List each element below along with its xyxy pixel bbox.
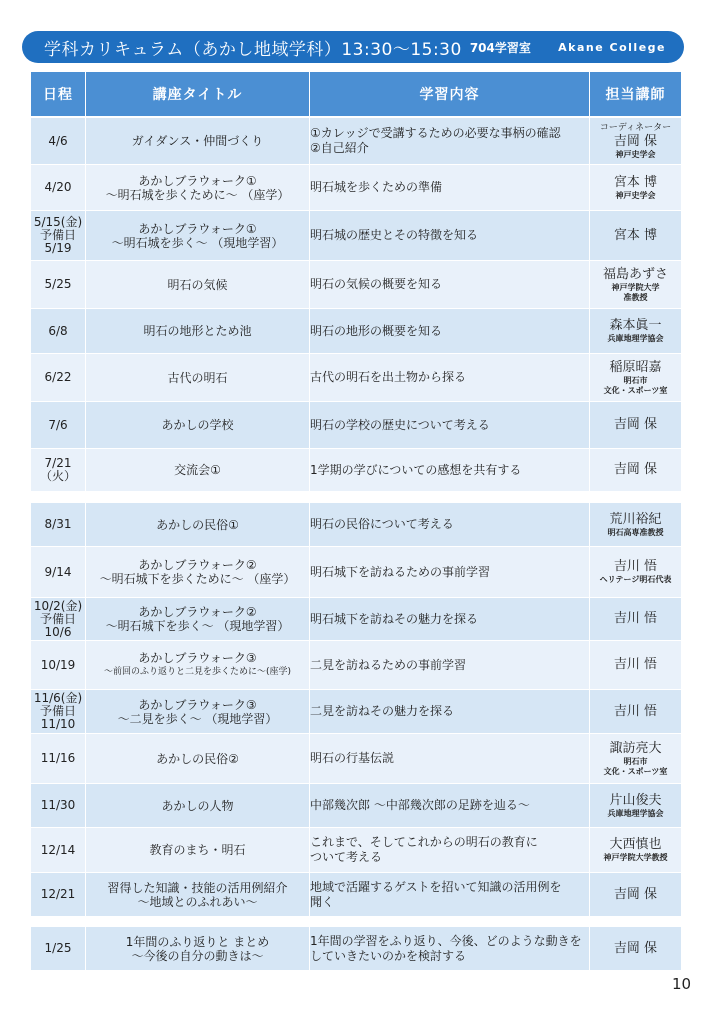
table-row [31, 598, 682, 641]
brand-label: Akane College [558, 40, 666, 54]
content-line: 1年間の学習をふり返り、今後、どのような動きを [310, 933, 582, 948]
lecturer-cell [590, 261, 682, 309]
content-cell [310, 402, 590, 449]
content-line: していきたいのかを検討する [310, 948, 467, 963]
date-cell [31, 165, 86, 211]
content-line: 聞く [310, 894, 335, 909]
date-cell [31, 927, 86, 971]
title-line: 教育のまち・明石 [149, 843, 246, 857]
content-line: 古代の明石を出土物から探る [310, 370, 467, 384]
table-row [31, 828, 682, 873]
date-line: 12/21 [40, 887, 76, 901]
content-cell [310, 598, 590, 641]
content-cell [310, 690, 590, 734]
lecturer-name: 吉川 悟 [613, 657, 658, 672]
curriculum-header-table [30, 71, 682, 117]
date-cell [31, 641, 86, 690]
lecturer-name: 吉岡 保 [613, 133, 658, 149]
table-row [31, 309, 682, 354]
title-cell [86, 641, 310, 690]
table-row [31, 873, 682, 917]
date-cell [31, 402, 86, 449]
date-line: 11/16 [40, 751, 76, 765]
table-row [31, 784, 682, 828]
title-line: あかしの人物 [161, 798, 234, 813]
lecturer-cell [590, 734, 682, 784]
content-cell [310, 784, 590, 828]
lecturer-name: 宮本 博 [613, 174, 658, 190]
title-cell [86, 873, 310, 917]
lecturer-name: 吉岡 保 [613, 462, 658, 477]
content-cell [310, 734, 590, 784]
title-line: 〜二見を歩く〜 （現地学習） [117, 711, 278, 726]
title-line: 明石の気候 [167, 277, 228, 292]
title-banner [22, 31, 684, 63]
title-cell [86, 784, 310, 828]
title-cell [86, 734, 310, 784]
lecturer-name: 吉岡 保 [613, 940, 658, 956]
title-cell [86, 354, 310, 402]
title-cell [86, 547, 310, 598]
title-cell [86, 449, 310, 492]
date-line: 5/25 [44, 277, 72, 291]
date-cell [31, 828, 86, 873]
table-row [31, 734, 682, 784]
date-line: 12/14 [40, 842, 76, 857]
title-line: 1年間のふり返りと まとめ [125, 934, 270, 949]
lecturer-cell [590, 927, 682, 971]
content-line: 明石の気候の概要を知る [310, 277, 443, 291]
lecturer-affiliation: 准教授 [623, 292, 648, 302]
title-line: 明石の地形とため池 [143, 324, 252, 338]
lecturer-affiliation: 神戸学院大学 [611, 282, 660, 292]
content-line: 明石の地形の概要を知る [310, 323, 443, 338]
date-cell [31, 690, 86, 734]
title-cell [86, 828, 310, 873]
title-line: 古代の明石 [167, 370, 228, 385]
date-cell [31, 784, 86, 828]
content-line: 明石の学校の歴史について考える [310, 417, 490, 432]
content-line: 明石の民俗について考える [310, 517, 454, 531]
content-line: 二見を訪ねるための事前学習 [310, 657, 467, 672]
lecturer-affiliation: 神戸史学会 [615, 149, 656, 159]
content-line: 明石城下を訪ねその魅力を探る [310, 611, 479, 626]
content-cell [310, 211, 590, 261]
title-cell [86, 211, 310, 261]
content-cell [310, 118, 590, 165]
date-cell [31, 118, 86, 165]
column-header-date: 日程 [31, 72, 86, 117]
title-line: あかしの学校 [161, 418, 234, 432]
content-line: 二見を訪ねその魅力を探る [310, 704, 455, 718]
content-cell [310, 165, 590, 211]
table-row [31, 354, 682, 402]
lecturer-name: 吉岡 保 [613, 886, 658, 902]
date-line: 4/20 [44, 180, 72, 194]
content-cell [310, 927, 590, 971]
title-cell [86, 309, 310, 354]
title-cell [86, 690, 310, 734]
date-cell [31, 449, 86, 492]
lecturer-cell [590, 211, 682, 261]
title-line: 〜明石城下を歩く〜 （現地学習） [105, 619, 290, 633]
date-line: 1/25 [44, 941, 72, 955]
lecturer-cell [590, 784, 682, 828]
date-cell [31, 309, 86, 354]
room-label: 704学習室 [469, 40, 531, 55]
content-cell [310, 354, 590, 402]
title-line: 〜明石城を歩くために〜 （座学） [105, 187, 290, 202]
title-line: 〜明石城を歩く〜 （現地学習） [111, 235, 284, 250]
content-cell [310, 873, 590, 917]
title-cell [86, 118, 310, 165]
date-cell [31, 547, 86, 598]
content-cell [310, 261, 590, 309]
lecturer-cell [590, 354, 682, 402]
lecturer-name: 大西慎也 [609, 837, 662, 852]
title-line: あかしブラウォーク① [138, 221, 257, 236]
title-cell [86, 165, 310, 211]
lecturer-name: 吉川 悟 [613, 559, 658, 574]
title-line: 〜今後の自分の動きは〜 [131, 948, 264, 963]
title-line: あかしブラウォーク③ [138, 651, 257, 665]
content-cell [310, 641, 590, 690]
lecturer-cell [590, 641, 682, 690]
title-line: あかしブラウォーク② [138, 605, 257, 619]
content-line: 明石の行基伝説 [310, 751, 395, 765]
date-line: 6/8 [48, 323, 68, 338]
table-row [31, 118, 682, 165]
title-line: あかしの民俗① [156, 517, 239, 532]
lecturer-name: 荒川裕紀 [609, 511, 662, 527]
lecturer-cell [590, 690, 682, 734]
lecturer-cell [590, 873, 682, 917]
lecturer-name: 稲原昭嘉 [609, 359, 662, 375]
date-line: 10/6 [44, 624, 72, 639]
date-cell [31, 354, 86, 402]
title-line: 習得した知識・技能の活用例紹介 [107, 880, 288, 895]
lecturer-name: 福島あずさ [602, 266, 668, 282]
date-line: 7/6 [48, 417, 68, 432]
date-line: 6/22 [44, 370, 72, 384]
lecturer-affiliation: 文化・スポーツ室 [603, 385, 668, 395]
date-line: 11/10 [40, 717, 76, 731]
title-line: 交流会① [174, 463, 221, 477]
date-line: 4/6 [48, 133, 68, 148]
lecturer-name: 森本眞一 [609, 318, 662, 333]
title-line: あかしブラウォーク③ [138, 697, 257, 712]
content-cell [310, 309, 590, 354]
page-title: 学科カリキュラム（あかし地域学科）13:30〜15:30 [44, 39, 462, 60]
column-header-content: 学習内容 [310, 72, 590, 117]
lecturer-affiliation: 明石市 [623, 375, 648, 385]
date-line: 11/30 [40, 798, 76, 812]
title-cell [86, 598, 310, 641]
curriculum-block-term3 [30, 926, 682, 971]
title-cell [86, 402, 310, 449]
table-row [31, 503, 682, 547]
date-cell [31, 211, 86, 261]
date-cell [31, 598, 86, 641]
table-row [31, 641, 682, 690]
date-line: 8/31 [44, 517, 72, 531]
content-line: これまで、そしてこれからの明石の教育に [310, 835, 538, 849]
content-line: 地域で活躍するゲストを招いて知識の活用例を [310, 879, 562, 894]
curriculum-block-term2 [30, 502, 682, 917]
lecturer-cell [590, 598, 682, 641]
title-line: ガイダンス・仲間づくり [131, 134, 264, 148]
lecturer-cell [590, 547, 682, 598]
date-cell [31, 503, 86, 547]
date-cell [31, 734, 86, 784]
curriculum-block-term1 [30, 117, 682, 492]
table-row [31, 211, 682, 261]
table-row [31, 690, 682, 734]
lecturer-affiliation: ヘリテージ明石代表 [599, 575, 672, 584]
lecturer-cell [590, 503, 682, 547]
lecturer-affiliation: 明石市 [623, 756, 648, 766]
lecturer-cell [590, 309, 682, 354]
title-line: あかしブラウォーク① [138, 173, 257, 188]
date-line: 5/19 [44, 241, 72, 255]
lecturer-affiliation: 神戸学院大学教授 [603, 853, 668, 862]
title-cell [86, 927, 310, 971]
date-line: 予備日 [39, 704, 76, 718]
lecturer-role: コーディネーター [599, 122, 672, 133]
title-line: 〜明石城下を歩くために〜 （座学） [99, 572, 296, 586]
content-line: 中部幾次郎 〜中部幾次郎の足跡を辿る〜 [310, 798, 530, 812]
lecturer-cell [590, 165, 682, 211]
column-header-title: 講座タイトル [86, 72, 310, 117]
lecturer-cell [590, 449, 682, 492]
lecturer-cell [590, 828, 682, 873]
content-line: ①カレッジで受講するための必要な事柄の確認 [310, 126, 561, 140]
title-line: 〜地域とのふれあい〜 [137, 894, 258, 909]
lecturer-affiliation: 神戸史学会 [615, 190, 656, 200]
lecturer-name: 片山俊夫 [609, 792, 662, 808]
lecturer-name: 吉川 悟 [613, 703, 658, 719]
lecturer-cell [590, 118, 682, 165]
date-cell [31, 261, 86, 309]
date-line: 5/15(金) [33, 215, 83, 229]
table-row [31, 402, 682, 449]
title-line: あかしブラウォーク② [138, 558, 257, 572]
title-cell [86, 503, 310, 547]
lecturer-affiliation: 兵庫地理学協会 [607, 808, 664, 818]
date-cell [31, 873, 86, 917]
lecturer-affiliation: 明石高専准教授 [607, 527, 664, 537]
lecturer-affiliation: 文化・スポーツ室 [603, 766, 668, 776]
content-line: ②自己紹介 [310, 141, 369, 155]
content-cell [310, 503, 590, 547]
lecturer-cell [590, 402, 682, 449]
content-line: 1学期の学びについての感想を共有する [310, 462, 522, 477]
date-line: 10/2(金) [33, 598, 83, 613]
date-line: 9/14 [44, 564, 72, 579]
page-number: 10 [672, 975, 692, 993]
lecturer-affiliation: 兵庫地理学協会 [607, 334, 664, 343]
date-line: 7/21 [44, 456, 72, 470]
lecturer-name: 諏訪亮大 [609, 740, 662, 756]
date-line: 11/6(金) [33, 691, 83, 705]
date-line: 予備日 [39, 611, 76, 626]
content-line: 明石城の歴史とその特徴を知る [310, 228, 479, 242]
table-row [31, 547, 682, 598]
table-row [31, 449, 682, 492]
table-row [31, 165, 682, 211]
title-line: あかしの民俗② [156, 751, 239, 766]
content-line: 明石城を歩くための準備 [310, 180, 443, 194]
date-line: 予備日 [39, 228, 76, 242]
date-line: （火） [39, 469, 76, 483]
title-line: 〜前回のふり返りと二見を歩くために〜(座学) [103, 667, 292, 677]
table-row [31, 261, 682, 309]
date-line: 10/19 [40, 657, 76, 672]
table-row [31, 927, 682, 971]
title-cell [86, 261, 310, 309]
content-line: 明石城下を訪ねるための事前学習 [310, 564, 491, 579]
content-line: ついて考える [310, 850, 383, 864]
column-header-lecturer: 担当講師 [590, 72, 682, 117]
lecturer-name: 吉岡 保 [613, 417, 658, 432]
lecturer-name: 吉川 悟 [613, 611, 658, 626]
content-cell [310, 449, 590, 492]
content-cell [310, 547, 590, 598]
content-cell [310, 828, 590, 873]
lecturer-name: 宮本 博 [613, 227, 658, 243]
